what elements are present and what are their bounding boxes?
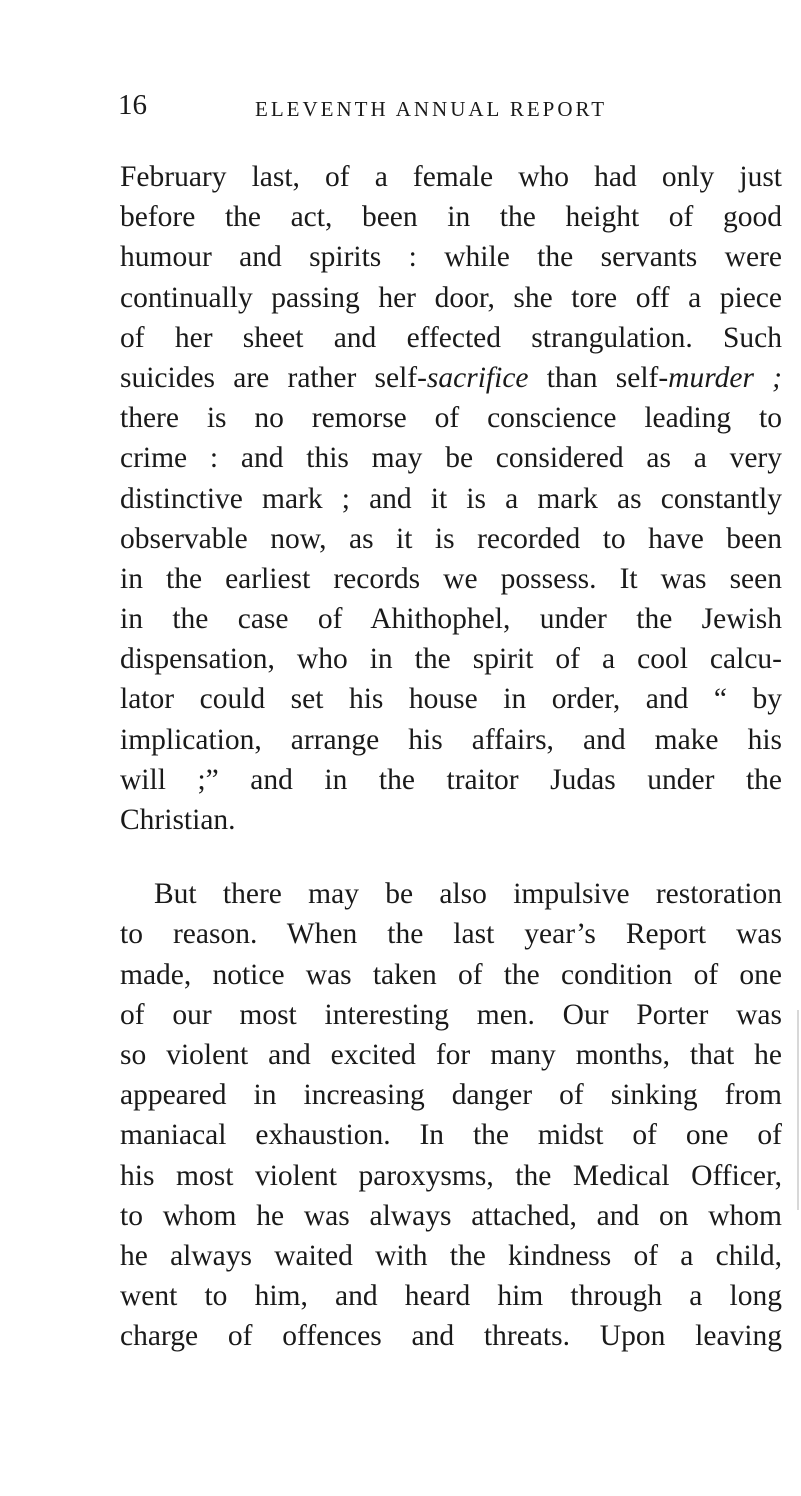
running-title: ELEVENTH ANNUAL REPORT (255, 97, 608, 121)
text-line: February last, of a female who had only just (120, 161, 782, 193)
text-line: observable now, as it is recorded to have been (120, 522, 782, 555)
text-line: so violent and excited for many months, that he (120, 1038, 782, 1071)
text-run: suicides are rather self- (120, 361, 427, 394)
text-line: to whom he was always attached, and on whom (120, 1199, 782, 1232)
text-line: charge of offences and threats. Upon leaving (120, 1320, 782, 1353)
page-header (118, 88, 738, 128)
text-line: in the case of Ahithophel, under the Jewish (120, 603, 782, 636)
text-line: humour and spirits : while the servants were (120, 241, 782, 274)
text-line: Christian. (120, 804, 236, 836)
text-line: he always waited with the kindness of a child, (120, 1239, 782, 1272)
text-line: maniacal exhaustion. In the midst of one of (120, 1119, 782, 1152)
paragraph-1 (120, 157, 782, 840)
text-line: went to him, and heard him through a long (120, 1280, 782, 1313)
body-text (120, 157, 782, 1356)
text-line: there is no remorse of conscience leading to (120, 402, 782, 435)
text-line: will ;” and in the traitor Judas under the (120, 763, 782, 796)
text-line: crime : and this may be considered as a very (120, 442, 782, 475)
text-line: dispensation, who in the spirit of a cool calcu- (120, 643, 782, 676)
text-line: his most violent paroxysms, the Medical Officer, (120, 1159, 782, 1192)
page-edge-shadow (797, 1010, 799, 1210)
text-line: distinctive mark ; and it is a mark as constantly (120, 482, 782, 515)
text-run: than self- (528, 361, 669, 394)
text-line: But there may be also impulsive restoration (154, 878, 782, 911)
text-line: to reason. When the last year’s Report was (120, 918, 782, 951)
text-line: in the earliest records we possess. It was seen (120, 562, 782, 595)
text-line: before the act, been in the height of good (120, 201, 782, 234)
text-line-with-italics (120, 358, 782, 398)
italic-text: murder ; (668, 361, 782, 394)
text-line: appeared in increasing danger of sinking from (120, 1079, 782, 1112)
paragraph-2 (120, 874, 782, 1356)
text-line: of her sheet and effected strangulation. Such (120, 321, 782, 354)
paragraph-gap (120, 840, 782, 874)
text-line: of our most interesting men. Our Porter was (120, 998, 782, 1031)
text-line: lator could set his house in order, and “ by (120, 683, 782, 716)
italic-text: sacrifice (426, 361, 529, 394)
text-line: continually passing her door, she tore off a piece (120, 281, 782, 314)
text-line: implication, arrange his affairs, and make his (120, 723, 782, 756)
page-number: 16 (118, 89, 147, 121)
text-line: made, notice was taken of the condition of one (120, 958, 782, 991)
